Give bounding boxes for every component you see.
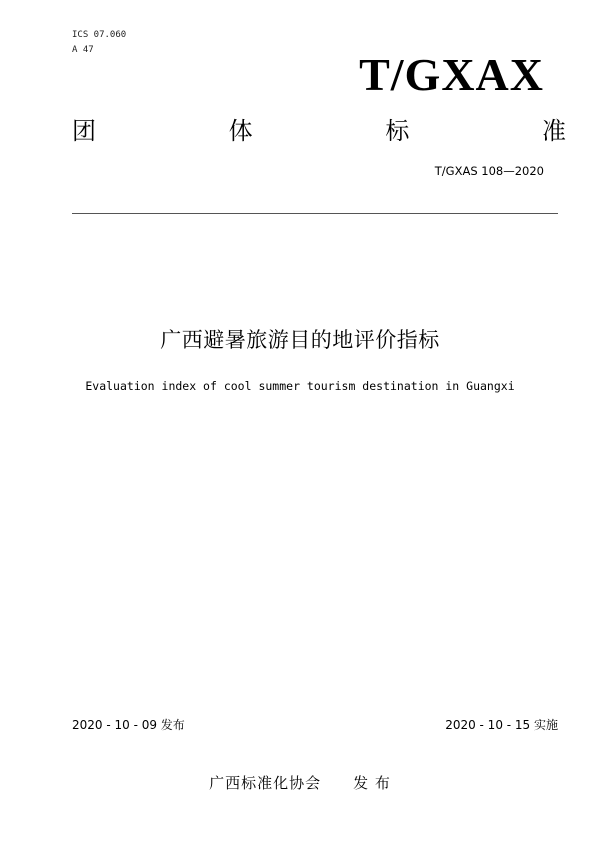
publisher-line <box>0 773 600 793</box>
standard-type-char: 准 <box>541 117 566 145</box>
standard-type-char: 标 <box>385 117 410 145</box>
document-title-english: Evaluation index of cool summer tourism destination in Guangxi <box>85 379 515 393</box>
publisher-action: 发 布 <box>353 774 391 792</box>
document-title-chinese: 广西避暑旅游目的地评价指标 <box>160 328 440 352</box>
implementation-date: 2020 - 10 - 15 实施 <box>445 718 558 732</box>
publisher-name: 广西标准化协会 <box>209 774 322 792</box>
standard-type-char: 团 <box>72 117 96 145</box>
standard-type-char: 体 <box>228 117 253 145</box>
organization-code: T/GXAX <box>359 49 544 100</box>
ics-code: ICS 07.060 <box>72 30 127 40</box>
standard-number: T/GXAS 108—2020 <box>434 164 544 178</box>
issue-date: 2020 - 10 - 09 发布 <box>72 718 185 732</box>
classification-codes <box>72 28 126 58</box>
ccs-code: A 47 <box>72 45 94 55</box>
header-divider <box>72 213 558 214</box>
standard-type-heading <box>72 116 566 146</box>
